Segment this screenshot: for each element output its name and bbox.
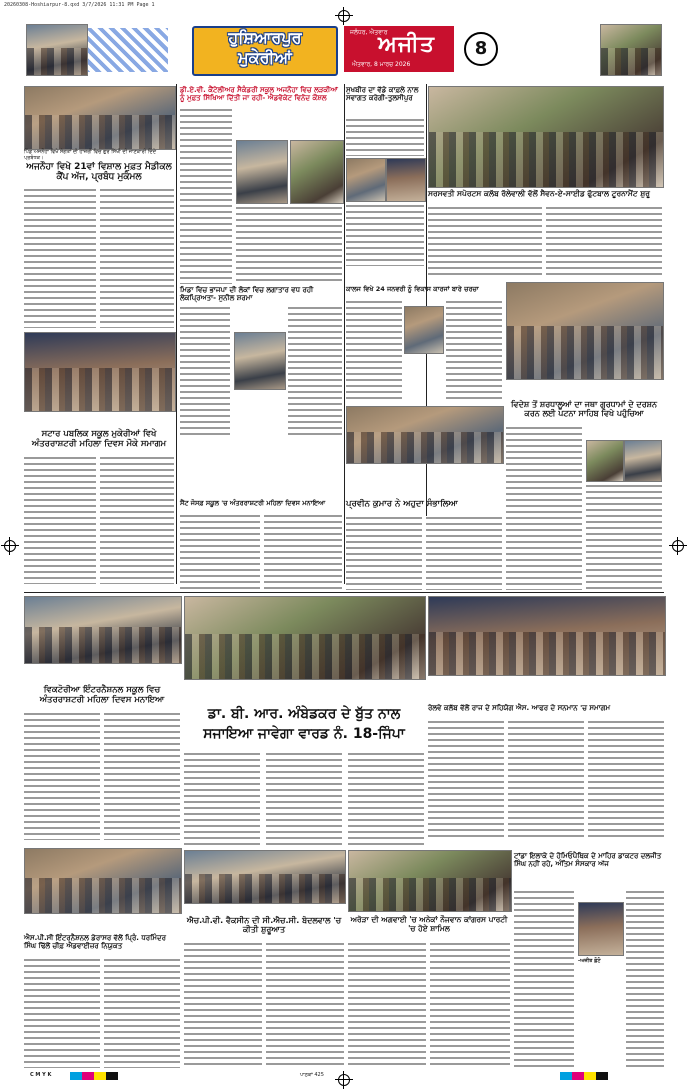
story13-photo xyxy=(428,596,666,676)
story11-photo xyxy=(24,596,182,664)
story4-headline: ਸਰਸਵਤੀ ਸਪੋਰਟਸ ਕਲੱਬ ਰੱਲੇਵਾਲੀ ਵੱਲੋਂ ਸੈਵਨ-ਏ-ਸਾਈਡ ਫੁੱਟਬਾਲ ਟੂਰਨਾਮੈਂਟ ਸ਼ੁਰੂ xyxy=(428,189,650,198)
story4b-photo xyxy=(506,282,664,380)
story5-body xyxy=(100,456,174,584)
story2-body xyxy=(236,206,342,284)
story9-body xyxy=(180,514,260,590)
story10-headline: ਪ੍ਰਵੀਨ ਕੁਮਾਰ ਨੇ ਅਹੁਦਾ ਸੰਭਾਲਿਆ xyxy=(346,499,458,509)
edition-name-line2: ਮੁਕੇਰੀਆਂ xyxy=(238,48,292,67)
story11-headline: ਵਿਕਟੋਰੀਆ ਇੰਟਰਨੈਸ਼ਨਲ ਸਕੂਲ ਵਿਚ ਅੰਤਰਰਾਸ਼ਟਰੀ ਮਹਿਲਾ ਦਿਵਸ ਮਨਾਇਆ xyxy=(39,685,165,705)
story8-body xyxy=(506,426,582,590)
story15-headline: ਐਸ.ਪੀ.ਸੀ ਇੰਟਰਨੈਸ਼ਨਲ ਡੇਰਾਸਰ ਵੱਲੋਂ ਪ੍ਰਿੰ. ਧਰਮਿੰਦਰ ਸਿੰਘ ਢਿੱਲੋਂ ਚੀਫ਼ ਐਡਵਾਈਜ਼ਰ ਨਿਯੁਕਤ xyxy=(24,934,166,951)
story2-portrait-1 xyxy=(236,140,288,204)
page-number: 8 xyxy=(464,32,498,66)
story7-headline: ਕਾਲਜ ਵਿਖੇ 24 ਜਨਵਰੀ ਨੂੰ ਵਿਕਾਸ ਕਾਰਜਾਂ ਬਾਰੇ ਚਰਚਾ xyxy=(346,285,479,293)
story3-headline: ਸੁਖਬੀਰ ਦਾ ਵੱਡੇ ਕਾਫ਼ਲੇ ਨਾਲ ਸਵਾਗਤ ਕਰੇਗੀ-ਤੁਲਸੀਪੁਰ xyxy=(346,86,419,103)
story8-body xyxy=(586,484,662,590)
color-swatch-black xyxy=(596,1072,608,1080)
story4-body xyxy=(428,206,542,276)
story13-body xyxy=(508,720,584,840)
story17-body xyxy=(430,942,510,1068)
photo-credit: -ਅਜੀਤ ਫ਼ੋਟੋ xyxy=(578,958,601,964)
story8-headline: ਵਿਦੇਸ਼ ਤੋਂ ਸ਼ਰਧਾਲੂਆਂ ਦਾ ਜਥਾ ਗੁਰਧਾਮਾਂ ਦੇ ਦਰਸ਼ਨ ਕਰਨ ਲਈ ਪਟਨਾ ਸਾਹਿਬ ਵਿਖੇ ਪਹੁੰਚਿਆ xyxy=(510,400,657,419)
story7-body xyxy=(446,300,502,400)
story16-body xyxy=(266,942,344,1068)
story10-body xyxy=(426,516,502,590)
story13-body xyxy=(588,720,664,840)
story13-body xyxy=(428,720,504,840)
story2-body xyxy=(180,108,232,284)
story16-body xyxy=(184,942,262,1068)
color-swatch-yellow xyxy=(94,1072,106,1080)
story16-headline: ਐਚ.ਪੀ.ਵੀ. ਵੈਕਸੀਨ ਦੀ ਸੀ.ਐਚ.ਸੀ. ਬੋਦਲਵਾਲ 'ਚ ਕੀਤੀ ਸ਼ੁਰੂਆਤ xyxy=(186,916,342,935)
story6-headline: ਮਿਡਾ ਵਿਚ ਭਾਜਪਾ ਦੀ ਲੋਕਾਂ ਵਿਚ ਲਗਾਤਾਰ ਵਧ ਰਹੀ ਲੋਕਪ੍ਰਿਅਤਾ- ਸੁਨੀਲ ਸ਼ਰਮਾ xyxy=(180,286,314,303)
story12-body xyxy=(266,752,342,848)
registration-mark-left xyxy=(4,540,16,552)
story12-headline-line1: ਡਾ. ਬੀ. ਆਰ. ਅੰਬੇਡਕਰ ਦੇ ਬੁੱਤ ਨਾਲ xyxy=(207,706,401,722)
story4-photo xyxy=(428,86,664,188)
story5-photo xyxy=(24,332,176,412)
color-swatch-magenta xyxy=(82,1072,94,1080)
issue-date: ਐਤਵਾਰ, 8 ਮਾਰਚ 2026 xyxy=(352,61,411,68)
registration-mark-bottom xyxy=(338,1074,350,1086)
story2-headline: ਡੀ.ਏ.ਵੀ. ਕੈਂਟੇਲੀਅਰ ਸੈਕੰਡਰੀ ਸਕੂਲ ਅਜਨੌਹਾ ਵਿਚ ਲੜਕੀਆਂ ਨੂੰ ਮੁਫ਼ਤ ਸਿੱਖਿਆ ਦਿੱਤੀ ਜਾ ਰਹੀ- ਐਡਵੋਕੇਟ ਵਿਨੋਦ ਕੌਸ਼ਲ xyxy=(180,86,338,103)
story8-portrait-2 xyxy=(624,440,662,482)
story17-body xyxy=(348,942,426,1068)
story14-headline: ਟਾਂਡਾ ਇਲਾਕੇ ਦੇ ਹੋਮਿਓਪੈਥਿਕ ਦੇ ਮਾਹਿਰ ਡਾਕਟਰ ਦਲਜੀਤ ਸਿੰਘ ਨਹੀਂ ਰਹੇ, ਅੰਤਿਮ ਸੰਸਕਾਰ ਅੱਜ xyxy=(514,852,662,869)
story15-body xyxy=(104,958,180,1068)
story5-headline: ਸਟਾਰ ਪਬਲਿਕ ਸਕੂਲ ਮੁਕੇਰੀਆਂ ਵਿਖੇ ਅੰਤਰਰਾਸ਼ਟਰੀ ਮਹਿਲਾ ਦਿਵਸ ਮੌਕੇ ਸਮਾਗਮ xyxy=(31,429,167,449)
story6-body xyxy=(288,306,342,436)
story9-body xyxy=(264,514,342,590)
section-rule xyxy=(24,592,664,593)
story9-headline: ਸੈਂਟ ਜੋਸਫ਼ ਸਕੂਲ 'ਚ ਅੰਤਰਰਾਸ਼ਟਰੀ ਮਹਿਲਾ ਦਿਵਸ ਮਨਾਇਆ xyxy=(180,499,326,507)
footer-cmyk-label: C M Y K xyxy=(30,1072,52,1078)
color-swatch-cyan xyxy=(70,1072,82,1080)
color-swatch-black xyxy=(106,1072,118,1080)
paper-logo xyxy=(344,26,454,72)
edition-name-line1: ਹੁਸ਼ਿਆਰਪੁਰ xyxy=(228,28,302,47)
story1-headline: ਅਜਨੌਹਾ ਵਿਖੇ 21ਵਾਂ ਵਿਸ਼ਾਲ ਮੁਫ਼ਤ ਮੈਡੀਕਲ ਕੈਂਪ ਅੱਜ, ਪ੍ਰਬੰਧ ਮੁਕੰਮਲ xyxy=(26,162,172,183)
story6-portrait xyxy=(234,332,286,390)
story4-body xyxy=(546,206,662,276)
edition-logo xyxy=(192,26,338,76)
footer-page-label: ਪਾਠਕਾਂ 425 xyxy=(300,1072,324,1078)
story11-body xyxy=(104,712,180,840)
masthead-photo-left xyxy=(26,24,88,76)
masthead-photo-right xyxy=(600,24,662,76)
masthead xyxy=(176,26,506,74)
story15-body xyxy=(24,958,100,1068)
paper-name: ਅਜੀਤ xyxy=(378,32,435,57)
story15-photo xyxy=(24,848,182,914)
column-rule xyxy=(176,84,177,584)
story3-body xyxy=(346,204,424,266)
column-rule xyxy=(344,84,345,584)
story2-portrait-2 xyxy=(290,140,344,204)
story14-body xyxy=(626,890,664,1068)
color-swatch-yellow xyxy=(584,1072,596,1080)
story8-portrait-1 xyxy=(586,440,624,482)
story17-headline: ਅਰੋੜਾ ਦੀ ਅਗਵਾਈ 'ਚ ਅਨੇਕਾਂ ਨੌਜਵਾਨ ਕਾਂਗਰਸ ਪਾਰਟੀ 'ਚ ਹੋਏ ਸ਼ਾਮਿਲ xyxy=(350,915,508,933)
story14-portrait xyxy=(578,902,624,956)
story5-body xyxy=(24,456,96,584)
story11-body xyxy=(24,712,100,840)
registration-mark-top xyxy=(338,10,350,22)
story17-photo xyxy=(348,850,512,912)
story12-body xyxy=(348,752,424,848)
story6-body xyxy=(180,306,230,436)
paper-subtitle: ਜਲੰਧਰ, ਐਤਵਾਰ xyxy=(350,29,388,36)
story7-body xyxy=(346,300,402,400)
color-swatch-magenta xyxy=(572,1072,584,1080)
story3-body xyxy=(346,118,424,156)
story1-body xyxy=(100,188,174,328)
story12-photo xyxy=(184,596,426,680)
story16-photo xyxy=(184,850,346,904)
story14-body xyxy=(514,890,574,1068)
story10-photo xyxy=(346,406,504,464)
story1-caption: ਪਿੰਡ ਅਜਨੌਹਾ ਵਿਖੇ ਸੰਗਤਾਂ ਦੀ ਹਾਜ਼ਰੀ ਵਿਚ ਗੁਰ ਸਿੱਖੀ ਦੀ ਜਾਣਕਾਰੀ ਦਿੰਦੇ ਪ੍ਰਬੰਧਕ। xyxy=(24,149,157,162)
story10-body xyxy=(346,516,422,590)
registration-mark-right xyxy=(672,540,684,552)
story13-headline: ਰੇਲਵੇ ਕਲੱਬ ਵੱਲੋਂ ਰਾਜ ਦੇ ਸਹਿਯੋਗ ਐਸ. ਆਫਰ ਦੇ ਸਨਮਾਨ 'ਚ ਸਮਾਗਮ xyxy=(428,704,611,712)
story12-body xyxy=(184,752,260,848)
story1-body xyxy=(24,188,96,328)
story7-portrait xyxy=(404,306,444,354)
color-swatch-cyan xyxy=(560,1072,572,1080)
print-slug: 20260308-Hoshiarpur-8.qxd 3/7/2026 11:31 PM Page 1 xyxy=(4,2,155,8)
story3-portrait-2 xyxy=(386,158,426,202)
story1-photo xyxy=(24,86,176,150)
story12-headline-line2: ਸਜਾਇਆ ਜਾਵੇਗਾ ਵਾਰਡ ਨੰ. 18-ਜਿੰਪਾ xyxy=(203,726,405,742)
story3-portrait-1 xyxy=(346,158,386,202)
